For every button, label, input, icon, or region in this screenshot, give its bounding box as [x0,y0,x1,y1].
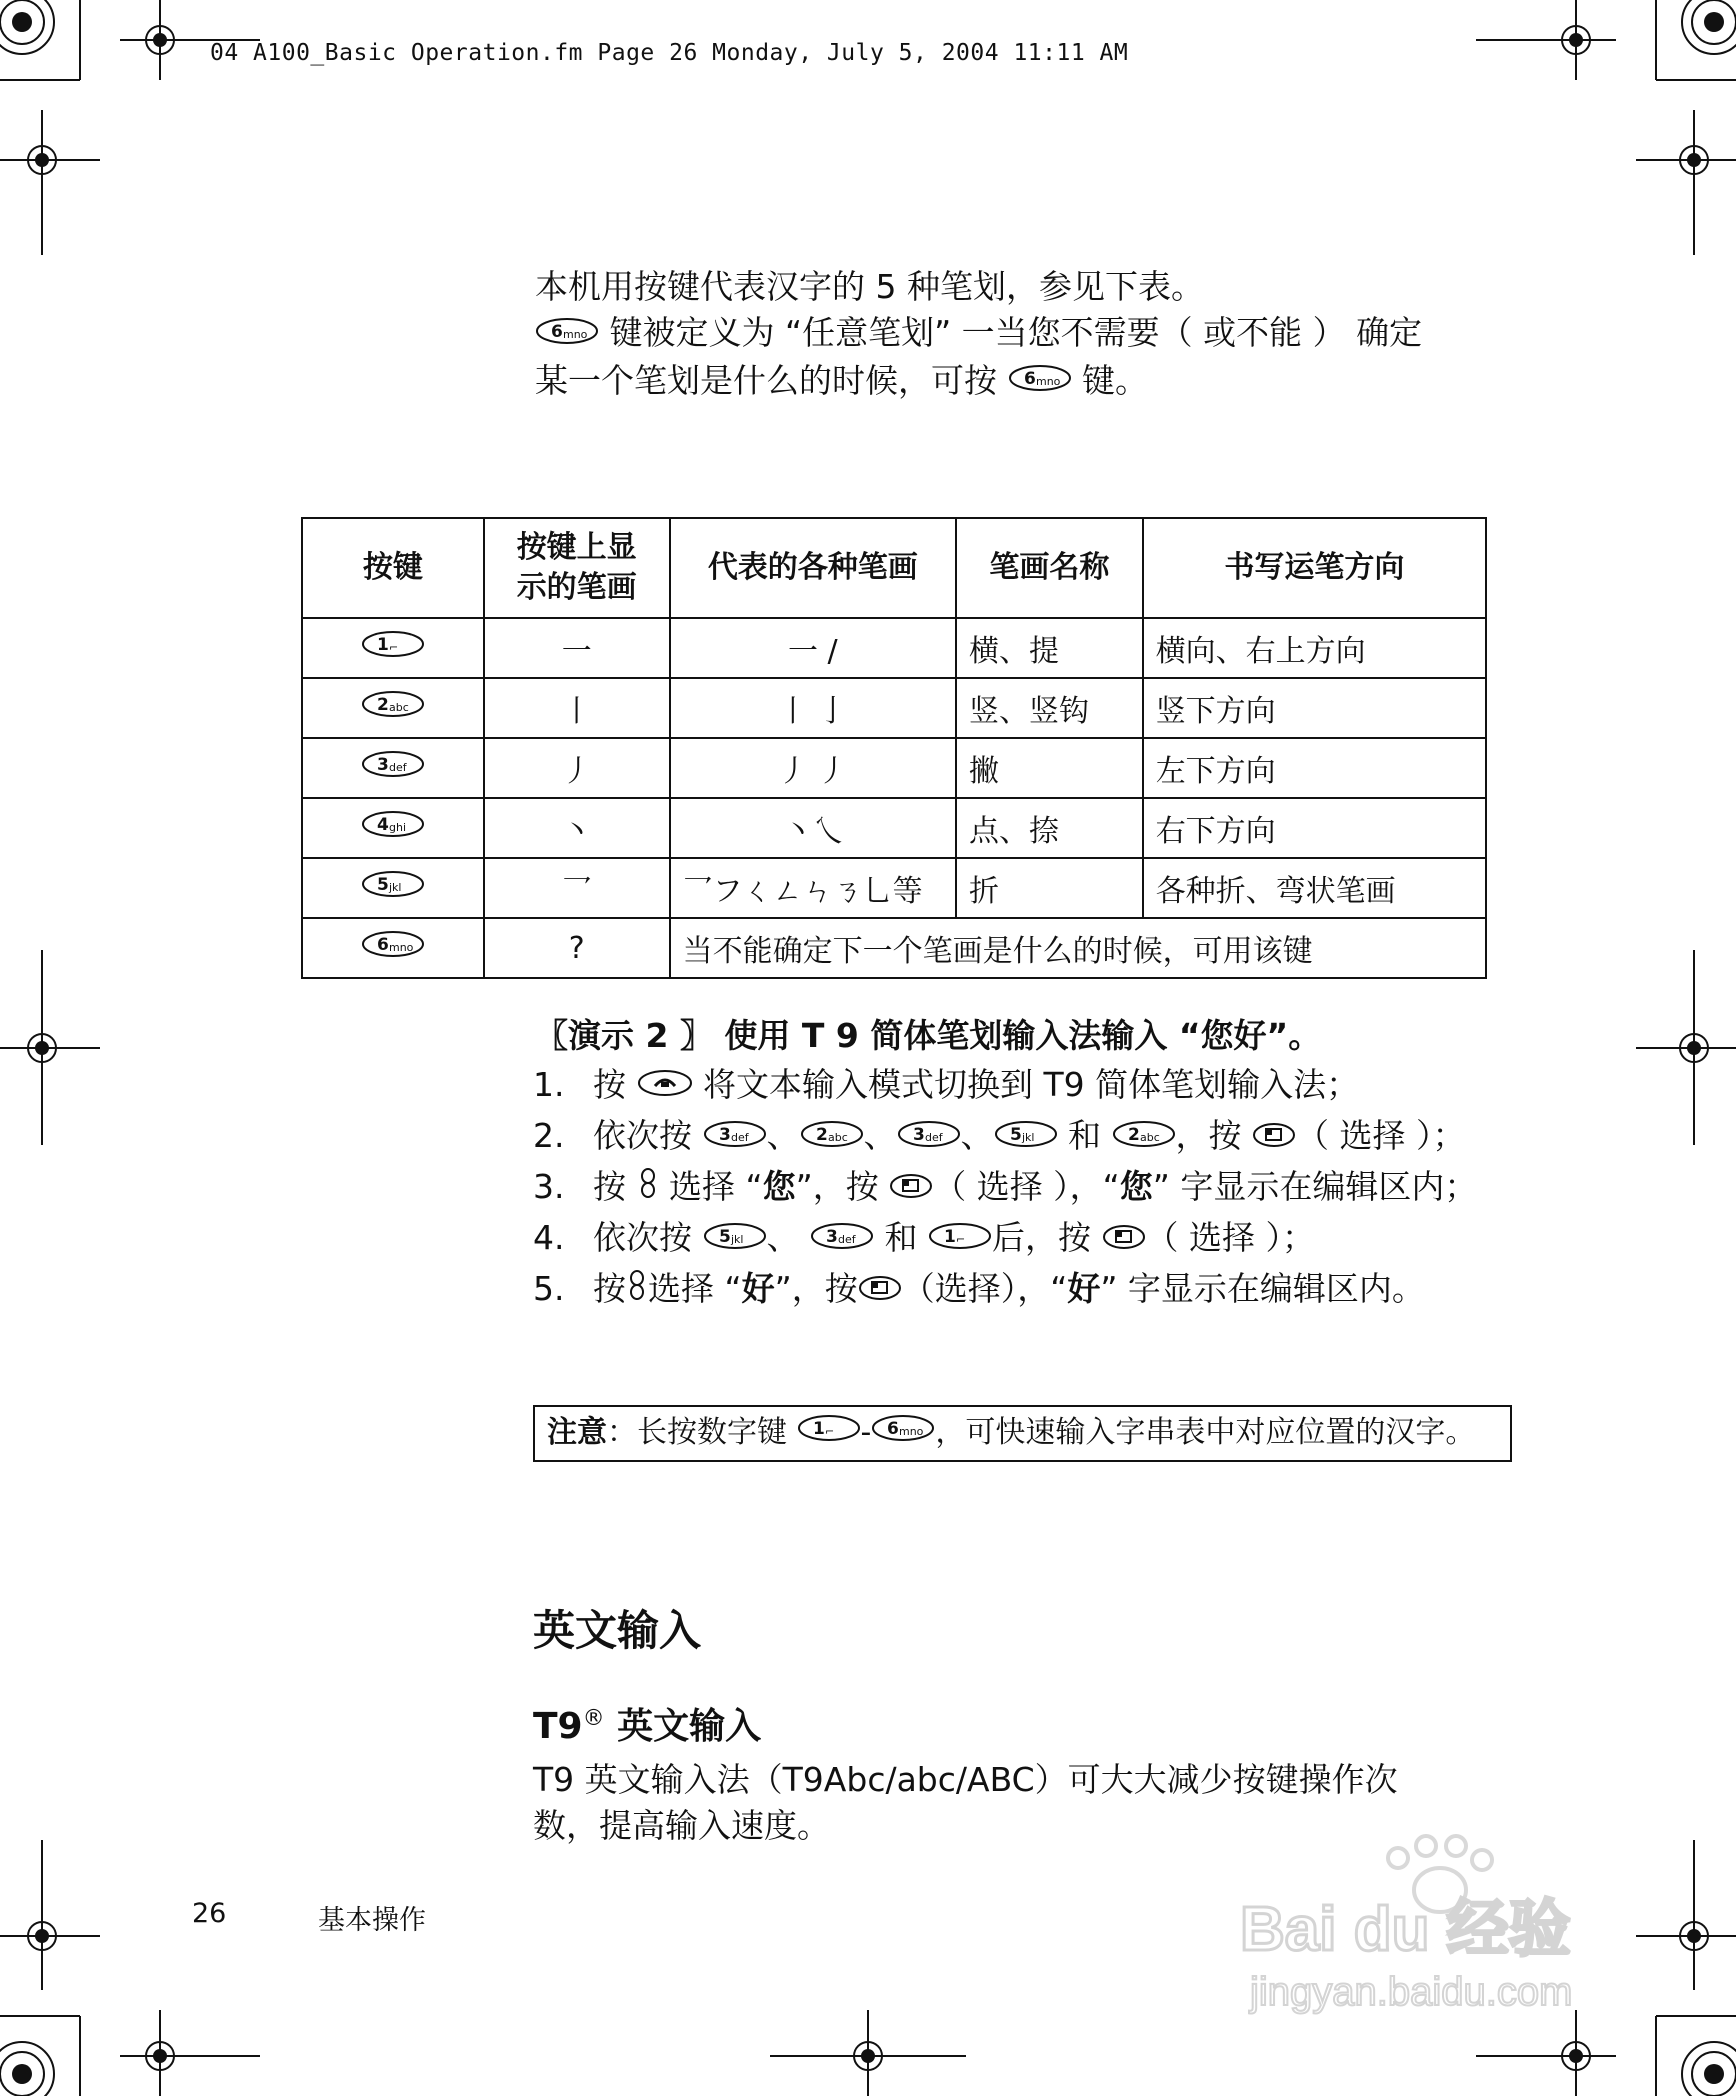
footer-section: 基本操作 [318,1905,426,1936]
table-row [302,858,1486,918]
table-header-row [302,518,1486,618]
select-key-icon [1102,1215,1146,1264]
key-letters: abc [388,701,409,714]
key-1-icon [361,629,425,667]
key-digit: 6 [376,935,389,955]
key-letters: def [388,761,407,774]
t9-paragraph: T9 英文输入法（T9Abc/abc/ABC）可大大减少按键操作次数，提高输入速度。 [533,1760,1398,1845]
key-digit: 5 [1009,1125,1022,1145]
shown-stroke-cell: 一 [484,618,670,678]
key-letters: ⌐ [824,1425,834,1438]
select-key-icon [889,1164,933,1213]
step-4: 4. 依次按 5 jkl 、 3 def 和 1 ⌐ 后，按 （ 选择 ）； [533,1213,1493,1264]
key-digit: 6 [887,1419,900,1439]
table-row [302,618,1486,678]
key-letters: mno [899,1425,924,1438]
key-letters: jkl [1021,1131,1034,1144]
direction-cell: 左下方向 [1143,738,1486,798]
key-digit: 3 [826,1227,838,1247]
stroke-name-cell: 折 [956,858,1143,918]
table-row [302,918,1486,978]
shown-stroke-cell: 乛 [484,858,670,918]
step-3: 3. 按 选择 “您”，按 （ 选择 ），“您” 字显示在编辑区内； [533,1162,1493,1213]
key-2-icon [1112,1113,1176,1162]
stroke-name-cell: 横、提 [956,618,1143,678]
key-cell [302,918,484,978]
key-digit: 3 [718,1125,731,1145]
key-letters: jkl [730,1233,743,1246]
key-digit: 2 [376,695,389,715]
key-cell [302,678,484,738]
shown-stroke-cell: 丶 [484,798,670,858]
header-stroke-name: 笔画名称 [956,518,1143,618]
key-letters: mno [563,327,588,341]
send-key-icon [637,1062,693,1111]
step-number: 4. [533,1218,565,1257]
key-cell [302,738,484,798]
key-6-icon [535,312,599,358]
step-number: 1. [533,1065,565,1104]
key-1-icon [928,1215,992,1264]
shown-stroke-cell: 丨 [484,678,670,738]
key-cell [302,618,484,678]
nav-key-icon [626,1266,648,1315]
select-key-icon [1252,1113,1296,1162]
key-digit: 2 [1127,1125,1140,1145]
key-digit: 6 [551,321,563,342]
key-2-icon [800,1113,864,1162]
key-6-icon [1008,359,1072,405]
step-5: 5. 按 选择 “好”，按 （选择），“好” 字显示在编辑区内。 [533,1264,1493,1315]
demo-title: 〖演示 2 〗 使用 T 9 简体笔划输入法输入 “您好”。 [535,1016,1322,1055]
header-strokes: 代表的各种笔画 [670,518,956,618]
print-header: 04 A100_Basic Operation.fm Page 26 Monday, July 5, 2004 11:11 AM [210,40,1129,66]
direction-cell: 右下方向 [1143,798,1486,858]
key-digit: 6 [1023,369,1036,389]
strokes-cell: 丿 丿 [670,738,956,798]
step-number: 5. [533,1269,565,1308]
header-key: 按键 [302,518,484,618]
step-2: 2. 依次按 3 def 、 2 abc 、 3 def 、 5 jkl 和 2 abc ，按 （ 选择 ）； [533,1111,1493,1162]
key-letters: ⌐ [388,641,399,654]
key-digit: 1 [376,635,389,655]
key-letters: ghi [388,821,406,834]
key-4-icon [361,809,425,847]
table-row [302,738,1486,798]
key-digit: 3 [912,1125,925,1145]
header-shown-stroke [484,518,670,618]
note-label: 注意 [547,1415,607,1450]
registered-mark: ® [582,1706,605,1731]
key-2-icon [361,689,425,727]
key-digit: 5 [718,1227,731,1247]
stroke-name-cell: 撇 [956,738,1143,798]
subsection-title: T9® 英文输入 [533,1706,762,1747]
key-6-icon [361,929,425,967]
stroke-table [301,517,1487,979]
watermark-logo-text: Bai du 经验 [1240,1895,1571,1964]
demo-steps [533,1060,1493,1315]
key-digit: 3 [376,755,389,775]
direction-cell: 横向、右上方向 [1143,618,1486,678]
key-letters: abc [827,1131,848,1144]
key-digit: 1 [944,1227,956,1247]
key-letters: def [838,1233,856,1246]
shown-stroke-cell: ? [484,918,670,978]
merged-description-cell: 当不能确定下一个笔画是什么的时候，可用该键 [670,918,1486,978]
baidu-watermark-logo [1230,1820,1650,2020]
page-number: 26 [192,1898,227,1929]
key-5-icon [703,1215,767,1264]
key-3-icon [703,1113,767,1162]
key-6-icon [871,1413,935,1454]
direction-cell: 各种折、弯状笔画 [1143,858,1486,918]
step-number: 2. [533,1116,565,1155]
intro-text [535,264,1485,405]
header-direction: 书写运笔方向 [1143,518,1486,618]
key-digit: 4 [376,815,389,835]
intro-line-2: 6 mno 键被定义为 “任意笔划” 一当您不需要（ 或不能 ） 确定 [535,310,1485,358]
header-shown-text: 按键上显示的笔画 [516,530,637,605]
key-letters: def [730,1131,749,1144]
strokes-cell: 丶乀 [670,798,956,858]
key-5-icon [361,869,425,907]
direction-cell: 竖下方向 [1143,678,1486,738]
key-digit: 2 [815,1125,828,1145]
note-box: 注意：长按数字键 1 ⌐ - 6 mno ，可快速输入字串表中对应位置的汉字。 [533,1405,1512,1462]
section-title: 英文输入 [533,1606,702,1655]
key-letters: abc [1139,1131,1160,1144]
table-row [302,678,1486,738]
watermark-url: jingyan.baidu.com [1250,1970,1573,2014]
key-3-icon [810,1215,874,1264]
intro-line-1: 本机用按键代表汉字的 5 种笔划，参见下表。 [535,267,1204,306]
step-number: 3. [533,1167,565,1206]
key-cell [302,858,484,918]
intro-line-3: 某一个笔划是什么的时候，可按 6 mno 键。 [535,358,1485,406]
shown-stroke-cell: 丿 [484,738,670,798]
key-digit: 1 [812,1419,825,1439]
key-5-icon [994,1113,1058,1162]
key-letters: mno [1035,375,1060,388]
stroke-name-cell: 点、捺 [956,798,1143,858]
step-1: 1. 按 将文本输入模式切换到 T9 简体笔划输入法； [533,1060,1493,1111]
strokes-cell: 一 / [670,618,956,678]
key-letters: ⌐ [956,1233,966,1246]
strokes-cell: 乛フㄑㄥㄣㄋ乚等 [670,858,956,918]
nav-key-icon [637,1164,659,1213]
select-key-icon [858,1266,902,1315]
strokes-cell: 丨 亅 [670,678,956,738]
table-row [302,798,1486,858]
key-3-icon [897,1113,961,1162]
key-3-icon [361,749,425,787]
key-1-icon [797,1413,861,1454]
key-cell [302,798,484,858]
stroke-name-cell: 竖、竖钩 [956,678,1143,738]
key-letters: def [924,1131,943,1144]
key-letters: jkl [388,881,402,894]
key-digit: 5 [376,875,389,895]
key-letters: mno [388,941,414,954]
